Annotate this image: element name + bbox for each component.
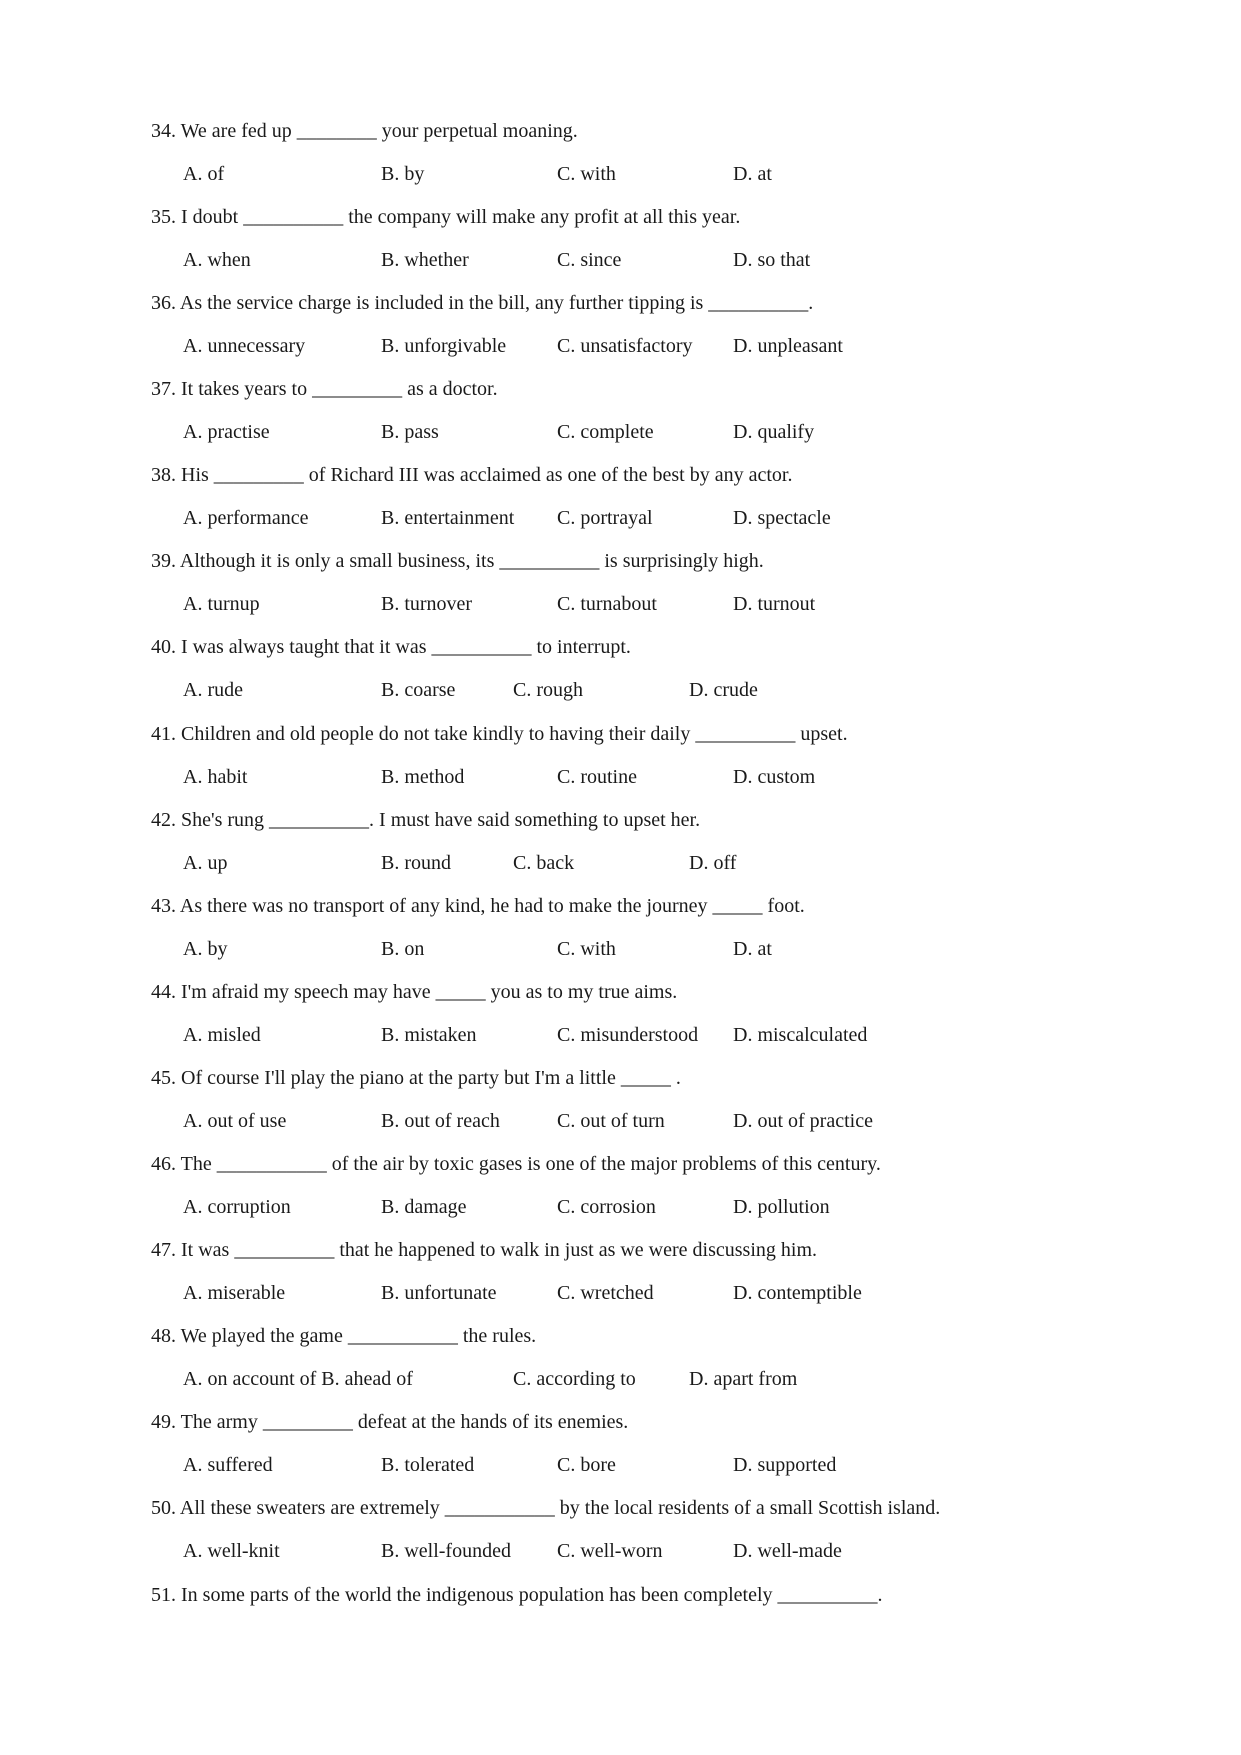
option-b: B. on — [381, 938, 425, 960]
question-37: 37. It takes years to _________ as a doctor. — [151, 378, 498, 400]
option-d: D. spectacle — [733, 507, 831, 529]
option-c: C. rough — [513, 679, 583, 701]
question-51: 51. In some parts of the world the indigenous population has been completely __________. — [151, 1584, 883, 1606]
question-46: 46. The ___________ of the air by toxic gases is one of the major problems of this century. — [151, 1153, 881, 1175]
option-b: B. entertainment — [381, 507, 515, 529]
option-c: C. according to — [513, 1368, 636, 1390]
option-b: B. unforgivable — [381, 335, 507, 357]
question-43: 43. As there was no transport of any kind, he had to make the journey _____ foot. — [151, 895, 805, 917]
option-d: D. crude — [689, 679, 758, 701]
option-a: A. well-knit — [183, 1540, 280, 1562]
option-c: C. back — [513, 852, 575, 874]
question-47: 47. It was __________ that he happened to walk in just as we were discussing him. — [151, 1239, 817, 1261]
option-ab: A. on account of B. ahead of — [183, 1368, 413, 1390]
option-a: A. habit — [183, 766, 248, 788]
option-c: C. routine — [557, 766, 637, 788]
option-a: A. corruption — [183, 1196, 291, 1218]
option-c: C. misunderstood — [557, 1024, 699, 1046]
question-38: 38. His _________ of Richard III was acclaimed as one of the best by any actor. — [151, 464, 793, 486]
option-d: D. unpleasant — [733, 335, 843, 357]
option-b: B. damage — [381, 1196, 467, 1218]
option-c: C. unsatisfactory — [557, 335, 693, 357]
option-a: A. out of use — [183, 1110, 287, 1132]
option-d: D. qualify — [733, 421, 815, 443]
option-a: A. of — [183, 163, 225, 185]
option-b: B. turnover — [381, 593, 473, 615]
option-b: B. well-founded — [381, 1540, 511, 1562]
question-35: 35. I doubt __________ the company will make any profit at all this year. — [151, 206, 741, 228]
option-c: C. out of turn — [557, 1110, 665, 1132]
option-c: C. with — [557, 163, 616, 185]
option-b: B. tolerated — [381, 1454, 475, 1476]
option-a: A. up — [183, 852, 228, 874]
option-b: B. unfortunate — [381, 1282, 497, 1304]
option-d: D. out of practice — [733, 1110, 873, 1132]
option-d: D. apart from — [689, 1368, 798, 1390]
question-40: 40. I was always taught that it was __________ to interrupt. — [151, 636, 631, 658]
option-b: B. by — [381, 163, 425, 185]
option-a: A. performance — [183, 507, 309, 529]
question-42: 42. She's rung __________. I must have said something to upset her. — [151, 809, 701, 831]
option-d: D. miscalculated — [733, 1024, 868, 1046]
option-d: D. pollution — [733, 1196, 830, 1218]
option-d: D. turnout — [733, 593, 816, 615]
option-b: B. coarse — [381, 679, 456, 701]
option-c: C. turnabout — [557, 593, 657, 615]
question-50: 50. All these sweaters are extremely ___________ by the local residents of a small Scottish island. — [151, 1497, 941, 1519]
option-a: A. misled — [183, 1024, 261, 1046]
option-b: B. mistaken — [381, 1024, 477, 1046]
option-b: B. round — [381, 852, 451, 874]
option-c: C. complete — [557, 421, 654, 443]
option-a: A. suffered — [183, 1454, 273, 1476]
option-d: D. supported — [733, 1454, 837, 1476]
question-48: 48. We played the game ___________ the rules. — [151, 1325, 537, 1347]
question-49: 49. The army _________ defeat at the hands of its enemies. — [151, 1411, 629, 1433]
option-c: C. wretched — [557, 1282, 654, 1304]
option-d: D. so that — [733, 249, 811, 271]
option-c: C. with — [557, 938, 616, 960]
option-d: D. at — [733, 163, 772, 185]
option-c: C. corrosion — [557, 1196, 656, 1218]
option-a: A. when — [183, 249, 251, 271]
question-41: 41. Children and old people do not take kindly to having their daily __________ upset. — [151, 723, 848, 745]
question-44: 44. I'm afraid my speech may have _____ you as to my true aims. — [151, 981, 678, 1003]
option-c: C. since — [557, 249, 622, 271]
option-a: A. unnecessary — [183, 335, 306, 357]
option-d: D. at — [733, 938, 772, 960]
option-c: C. bore — [557, 1454, 616, 1476]
option-a: A. miserable — [183, 1282, 286, 1304]
option-b: B. out of reach — [381, 1110, 500, 1132]
question-34: 34. We are fed up ________ your perpetual moaning. — [151, 120, 578, 142]
option-d: D. custom — [733, 766, 816, 788]
option-a: A. by — [183, 938, 228, 960]
option-b: B. whether — [381, 249, 469, 271]
option-d: D. off — [689, 852, 737, 874]
option-d: D. well-made — [733, 1540, 842, 1562]
option-b: B. method — [381, 766, 465, 788]
option-c: C. portrayal — [557, 507, 653, 529]
option-a: A. turnup — [183, 593, 260, 615]
option-a: A. practise — [183, 421, 270, 443]
option-c: C. well-worn — [557, 1540, 663, 1562]
option-d: D. contemptible — [733, 1282, 862, 1304]
question-36: 36. As the service charge is included in the bill, any further tipping is __________. — [151, 292, 814, 314]
question-39: 39. Although it is only a small business, its __________ is surprisingly high. — [151, 550, 764, 572]
question-45: 45. Of course I'll play the piano at the party but I'm a little _____ . — [151, 1067, 681, 1089]
option-a: A. rude — [183, 679, 243, 701]
option-b: B. pass — [381, 421, 439, 443]
